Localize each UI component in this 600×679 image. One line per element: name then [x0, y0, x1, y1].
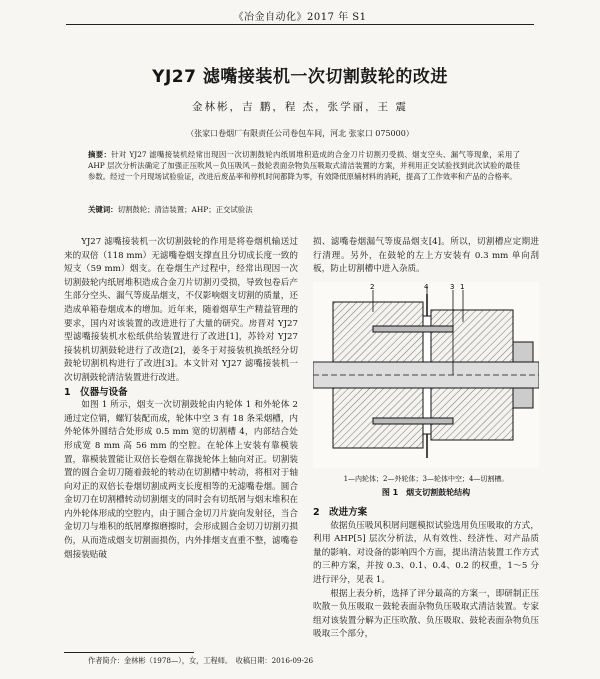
footnote: 作者简介：金林彬（1978—），女，工程师。 收稿日期：2016-09-26	[88, 656, 314, 665]
running-head: 《冶金自动化》2017 年 S1	[233, 12, 367, 23]
author-list: 金林彬，吉 鹏，程 杰，张学丽，王 震	[191, 101, 408, 113]
figure-legend: 1—内轮体；2—外轮体；3—轮体中空；4—切割槽。	[343, 475, 509, 483]
continued-paragraph: 损、滤嘴卷烟漏气等废品烟支[4]。所以，切割槽应定期进行清理。另外，在鼓轮的左上方安装有 0.3 mm 单向刮板，防止切割槽中进入杂质。	[313, 237, 539, 275]
intro-paragraph: YJ27 滤嘴接装机一次切割鼓轮的作用是将卷烟机输送过来的双倍（118 mm）无滤嘴卷烟支撑直且分切成长度一致的短支（59 mm）烟支。在卷烟生产过程中，经常出现因一次切割鼓轮内纸屑堆积造成合金刀片切割刃受损，导致包卷后产生部分空头、漏气等废品烟支，不仅影响烟支切割的质量，还造成单箱卷烟成本的增加。近年来，随着烟草生产精益管理的要求，国内对该装置的改进进行了大量的研究。房晋对 YJ27 型滤嘴接装机水松纸供给装置进行了改进[1]，苏铃对 YJ27 接装机切割鼓轮进行了改造[2]，姜冬于对接装机换纸经分切鼓轮切割机构进行了改进[3]。本文针对 YJ27 滤嘴接装机一次切割鼓轮清洁装置进行改进。	[64, 237, 298, 383]
figure-caption: 图 1 烟支切割鼓轮结构	[381, 488, 471, 497]
inner-body-upper	[431, 310, 513, 362]
bearing-upper	[513, 342, 533, 362]
paper-title: YJ27 滤嘴接装机一次切割鼓轮的改进	[152, 67, 448, 87]
keywords-label: 关键词：	[88, 205, 118, 214]
keywords-text: 切割鼓轮；清洁装置；AHP；正交试验法	[117, 205, 253, 214]
footnote-rule	[64, 652, 194, 653]
drum-structure-figure	[313, 282, 539, 468]
bolt-lower	[373, 418, 453, 424]
plan-paragraph-1: 依据负压吸风积屑问题模拟试验选用负压吸取的方式，利用 AHP[5] 层次分析法，从有效性、经济性、对产品质量的影响、对设备的影响四个方面，提出清洁装置工作方式的三种方案，并按 0.3、0.1、0.4、0.2 的权重，1～5 分进行评分，见表 1。	[313, 520, 539, 585]
section-heading-2: 2 改进方案	[313, 507, 368, 518]
callout-2: 2	[370, 283, 375, 291]
plan-paragraph-2: 根据上表分析，选择了评分最高的方案一，即研制正压吹散－负压吸取－鼓轮表面杂物负压吸取式清洁装置。专家组对该装置分解为正压吹散、负压吸取、鼓轮表面杂物负压吸取三个部分，	[313, 588, 539, 640]
drum-cross-section-drawing	[313, 282, 539, 468]
keywords	[88, 204, 520, 215]
affiliation: （张家口卷烟厂有限责任公司卷包车间，河北 张家口 075000）	[186, 129, 414, 138]
callout-3: 3	[450, 283, 455, 291]
abstract-label: 摘要：	[88, 150, 112, 159]
inner-body-lower	[431, 388, 513, 440]
abstract	[88, 149, 520, 182]
section-heading-1: 1 仪器与设备	[64, 386, 128, 398]
bearing-lower	[513, 388, 533, 408]
equipment-paragraph: 如图 1 所示，烟支一次切割鼓轮由内轮体 1 和外轮体 2 通过定位销，螺钉装配而成，轮体中空 3 有 18 条采烟槽，内外轮体外圆结合处形成 0.5 mm 宽的切割槽 4，内部结合处形成宽 8 mm 高 56 mm 的空腔。在轮体上安装有靠模装置，靠模装置能让双倍长卷烟在靠拢轮体上轴向对正。切割装置的圆合金切刀随着鼓轮的转动在切割槽中转动，将相对于轴向对正的双倍长卷烟切割成两支长度相等的无滤嘴卷烟。圆合金切刀在切割槽转动切割烟支的同时会有切纸屑与烟末堆积在内外轮体形成的空腔内，由于圆合金切刀片旋向发射径，当合金切刀与堆积的纸屑摩擦磨擦时，会形成圆合金切刀切割刃损伤，从而造成烟支切割面损伤，内外排烟支直重不整，滤嘴卷烟接装贴破	[64, 400, 298, 560]
header-rule	[66, 24, 534, 25]
right-column-bottom	[313, 506, 539, 642]
callout-1: 1	[460, 283, 465, 291]
bolt-upper	[373, 326, 453, 332]
left-column	[64, 236, 298, 562]
right-column-top	[313, 236, 539, 277]
cavity-upper	[423, 316, 431, 362]
abstract-text: 针对 YJ27 滤嘴接装机经常出现因一次切割鼓轮内纸屑堆积造成的合金刀片切割刃受损、烟支空头、漏气等现象，采用了 AHP 层次分析法确定了加强正压吹风－负压吸风－鼓轮表面杂物负压吸取式清洁装置的方案，并利用正交试验找到此次试验的最佳参数。经过一个月现场试验验证，改进后废品率和停机时间都降为零，有效降低原辅材料的消耗，提高了工作效率和产品的合格率。	[88, 150, 520, 181]
callout-4: 4	[424, 283, 429, 291]
cavity-lower	[423, 388, 431, 434]
